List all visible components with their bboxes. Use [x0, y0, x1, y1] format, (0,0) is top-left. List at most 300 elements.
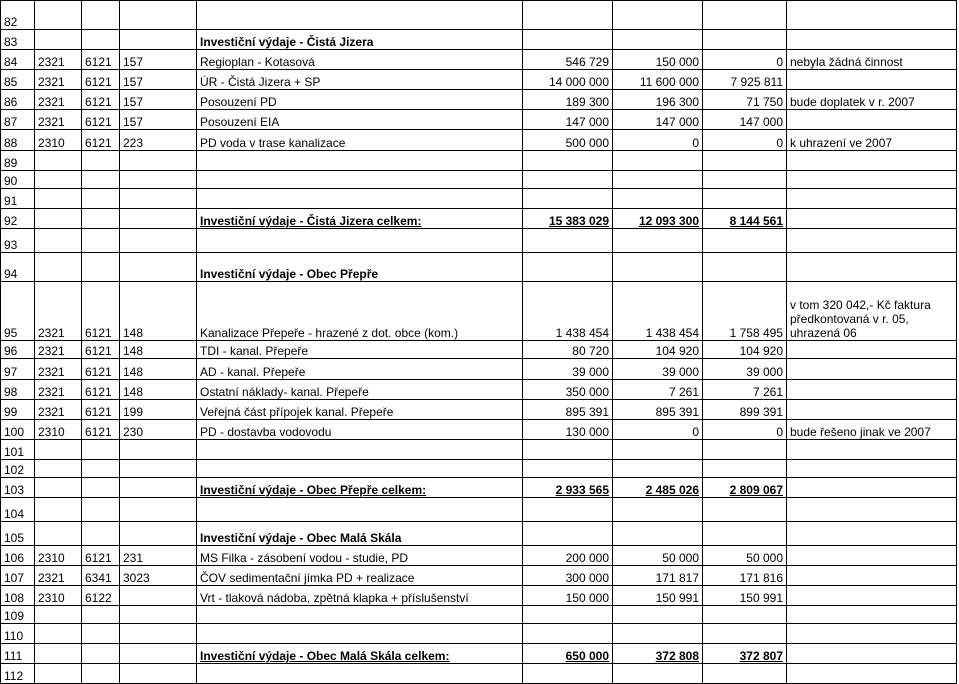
cell-rozpocet: 895 391 — [523, 400, 613, 420]
cell-polozka — [82, 229, 120, 253]
cell-polozka: 6121 — [82, 359, 120, 380]
cell-org — [120, 1, 197, 30]
row-number: 83 — [1, 30, 35, 50]
cell-popis: AD - kanal. Přepeře — [197, 359, 523, 380]
cell-rozpocet: 300 000 — [523, 566, 613, 586]
cell-paragraf — [35, 644, 82, 664]
cell-upraveny — [613, 606, 703, 624]
table-row — [1, 498, 957, 522]
cell-org: 148 — [120, 380, 197, 400]
cell-popis: PD - dostavba vodovodu — [197, 420, 523, 440]
table-row — [1, 30, 957, 50]
cell-polozka: 6121 — [82, 380, 120, 400]
cell-org — [120, 30, 197, 50]
cell-skutecnost — [703, 522, 787, 546]
cell-upraveny — [613, 253, 703, 282]
cell-poznamka: nebyla žádná činnost — [787, 50, 957, 70]
cell-poznamka — [787, 400, 957, 420]
cell-paragraf: 2321 — [35, 70, 82, 90]
cell-upraveny: 196 300 — [613, 90, 703, 110]
table-row — [1, 70, 957, 90]
cell-paragraf — [35, 151, 82, 171]
row-number: 112 — [1, 664, 35, 684]
cell-rozpocet: 39 000 — [523, 359, 613, 380]
cell-polozka — [82, 189, 120, 209]
cell-org: 3023 — [120, 566, 197, 586]
cell-polozka — [82, 522, 120, 546]
table-row — [1, 606, 957, 624]
cell-org: 157 — [120, 90, 197, 110]
cell-rozpocet — [523, 440, 613, 460]
cell-org: 231 — [120, 546, 197, 566]
cell-upraveny: 150 991 — [613, 586, 703, 606]
cell-polozka: 6121 — [82, 400, 120, 420]
table-row — [1, 400, 957, 420]
cell-upraveny — [613, 151, 703, 171]
cell-skutecnost: 7 261 — [703, 380, 787, 400]
cell-paragraf — [35, 498, 82, 522]
cell-polozka — [82, 498, 120, 522]
table-row — [1, 171, 957, 189]
cell-poznamka — [787, 522, 957, 546]
cell-org — [120, 253, 197, 282]
cell-skutecnost: 104 920 — [703, 341, 787, 359]
cell-paragraf: 2321 — [35, 400, 82, 420]
row-number: 96 — [1, 341, 35, 359]
cell-rozpocet: 130 000 — [523, 420, 613, 440]
cell-org — [120, 151, 197, 171]
row-number: 90 — [1, 171, 35, 189]
cell-skutecnost: 372 807 — [703, 644, 787, 664]
table-row — [1, 586, 957, 606]
row-number: 94 — [1, 253, 35, 282]
cell-rozpocet: 2 933 565 — [523, 478, 613, 498]
cell-upraveny: 39 000 — [613, 359, 703, 380]
table-row — [1, 110, 957, 130]
cell-rozpocet: 650 000 — [523, 644, 613, 664]
cell-popis — [197, 440, 523, 460]
cell-polozka: 6122 — [82, 586, 120, 606]
cell-rozpocet: 546 729 — [523, 50, 613, 70]
cell-poznamka — [787, 341, 957, 359]
cell-upraveny — [613, 624, 703, 644]
cell-poznamka — [787, 189, 957, 209]
cell-upraveny: 150 000 — [613, 50, 703, 70]
cell-org: 148 — [120, 359, 197, 380]
cell-skutecnost: 7 925 811 — [703, 70, 787, 90]
row-number: 110 — [1, 624, 35, 644]
cell-skutecnost — [703, 171, 787, 189]
row-number: 98 — [1, 380, 35, 400]
table-row — [1, 1, 957, 30]
cell-poznamka — [787, 253, 957, 282]
cell-rozpocet: 1 438 454 — [523, 282, 613, 341]
cell-org — [120, 478, 197, 498]
table-row — [1, 130, 957, 151]
cell-poznamka: k uhrazení ve 2007 — [787, 130, 957, 151]
cell-rozpocet — [523, 522, 613, 546]
cell-polozka: 6121 — [82, 110, 120, 130]
row-number: 105 — [1, 522, 35, 546]
cell-org — [120, 586, 197, 606]
table-row — [1, 90, 957, 110]
cell-org — [120, 624, 197, 644]
cell-upraveny: 12 093 300 — [613, 209, 703, 229]
cell-poznamka — [787, 644, 957, 664]
table-row — [1, 253, 957, 282]
cell-polozka — [82, 606, 120, 624]
cell-popis: Investiční výdaje - Čistá Jizera — [197, 30, 523, 50]
cell-skutecnost — [703, 151, 787, 171]
cell-poznamka — [787, 440, 957, 460]
cell-org — [120, 498, 197, 522]
cell-rozpocet: 80 720 — [523, 341, 613, 359]
cell-rozpocet: 189 300 — [523, 90, 613, 110]
cell-poznamka — [787, 30, 957, 50]
cell-paragraf — [35, 624, 82, 644]
cell-skutecnost: 50 000 — [703, 546, 787, 566]
cell-popis — [197, 664, 523, 684]
cell-poznamka — [787, 209, 957, 229]
cell-rozpocet: 150 000 — [523, 586, 613, 606]
cell-paragraf — [35, 229, 82, 253]
cell-popis: Ostatní náklady- kanal. Přepeře — [197, 380, 523, 400]
cell-poznamka — [787, 498, 957, 522]
cell-rozpocet — [523, 664, 613, 684]
cell-upraveny: 11 600 000 — [613, 70, 703, 90]
cell-rozpocet — [523, 253, 613, 282]
cell-paragraf — [35, 209, 82, 229]
cell-org — [120, 229, 197, 253]
cell-paragraf — [35, 478, 82, 498]
cell-polozka — [82, 151, 120, 171]
cell-popis — [197, 151, 523, 171]
cell-popis: Investiční výdaje - Obec Přepře — [197, 253, 523, 282]
cell-skutecnost: 2 809 067 — [703, 478, 787, 498]
cell-popis: TDI - kanal. Přepeře — [197, 341, 523, 359]
cell-org — [120, 606, 197, 624]
spreadsheet-body — [1, 1, 957, 684]
cell-popis: ÚR - Čistá Jizera + SP — [197, 70, 523, 90]
table-row — [1, 644, 957, 664]
table-row — [1, 478, 957, 498]
cell-polozka: 6121 — [82, 282, 120, 341]
table-row — [1, 420, 957, 440]
cell-rozpocet — [523, 151, 613, 171]
cell-paragraf — [35, 253, 82, 282]
cell-org — [120, 644, 197, 664]
cell-poznamka — [787, 586, 957, 606]
cell-poznamka: v tom 320 042,- Kč faktura předkontovaná v r. 05, uhrazená 06 — [787, 282, 957, 341]
cell-poznamka — [787, 229, 957, 253]
row-number: 101 — [1, 440, 35, 460]
cell-rozpocet: 350 000 — [523, 380, 613, 400]
cell-paragraf: 2310 — [35, 586, 82, 606]
table-row — [1, 341, 957, 359]
cell-upraveny — [613, 522, 703, 546]
cell-upraveny: 895 391 — [613, 400, 703, 420]
cell-polozka — [82, 440, 120, 460]
table-row — [1, 664, 957, 684]
row-number: 103 — [1, 478, 35, 498]
cell-poznamka — [787, 70, 957, 90]
cell-paragraf: 2321 — [35, 50, 82, 70]
cell-rozpocet — [523, 1, 613, 30]
cell-upraveny — [613, 30, 703, 50]
cell-polozka — [82, 171, 120, 189]
cell-skutecnost: 0 — [703, 130, 787, 151]
cell-polozka — [82, 209, 120, 229]
cell-polozka: 6121 — [82, 130, 120, 151]
row-number: 97 — [1, 359, 35, 380]
cell-upraveny — [613, 171, 703, 189]
cell-popis — [197, 1, 523, 30]
cell-poznamka — [787, 624, 957, 644]
cell-org — [120, 171, 197, 189]
cell-poznamka — [787, 171, 957, 189]
cell-rozpocet — [523, 498, 613, 522]
table-row — [1, 209, 957, 229]
row-number: 102 — [1, 460, 35, 478]
cell-poznamka: bude doplatek v r. 2007 — [787, 90, 957, 110]
cell-rozpocet — [523, 171, 613, 189]
row-number: 88 — [1, 130, 35, 151]
cell-skutecnost — [703, 30, 787, 50]
cell-polozka — [82, 1, 120, 30]
cell-poznamka — [787, 460, 957, 478]
cell-skutecnost: 71 750 — [703, 90, 787, 110]
cell-org: 157 — [120, 110, 197, 130]
cell-polozka — [82, 30, 120, 50]
cell-popis: Investiční výdaje - Obec Malá Skála celkem: — [197, 644, 523, 664]
cell-popis — [197, 624, 523, 644]
cell-popis: Investiční výdaje - Obec Přepře celkem: — [197, 478, 523, 498]
row-number: 111 — [1, 644, 35, 664]
row-number: 91 — [1, 189, 35, 209]
row-number: 89 — [1, 151, 35, 171]
cell-poznamka: bude řešeno jinak ve 2007 — [787, 420, 957, 440]
cell-rozpocet: 15 383 029 — [523, 209, 613, 229]
cell-skutecnost — [703, 253, 787, 282]
cell-upraveny — [613, 460, 703, 478]
cell-popis: Posouzení PD — [197, 90, 523, 110]
cell-popis: Veřejná část přípojek kanal. Přepeře — [197, 400, 523, 420]
row-number: 106 — [1, 546, 35, 566]
cell-poznamka — [787, 359, 957, 380]
cell-paragraf — [35, 30, 82, 50]
table-row — [1, 566, 957, 586]
cell-paragraf — [35, 460, 82, 478]
cell-upraveny: 104 920 — [613, 341, 703, 359]
cell-org: 148 — [120, 341, 197, 359]
cell-popis: Kanalizace Přepeře - hrazené z dot. obce (kom.) — [197, 282, 523, 341]
cell-popis — [197, 171, 523, 189]
cell-skutecnost: 39 000 — [703, 359, 787, 380]
cell-poznamka — [787, 566, 957, 586]
cell-paragraf: 2310 — [35, 546, 82, 566]
row-number: 107 — [1, 566, 35, 586]
cell-upraveny: 372 808 — [613, 644, 703, 664]
cell-skutecnost: 0 — [703, 420, 787, 440]
cell-popis: PD voda v trase kanalizace — [197, 130, 523, 151]
row-number: 84 — [1, 50, 35, 70]
table-row — [1, 359, 957, 380]
cell-popis — [197, 606, 523, 624]
cell-upraveny — [613, 498, 703, 522]
cell-poznamka — [787, 478, 957, 498]
cell-org: 230 — [120, 420, 197, 440]
cell-paragraf: 2310 — [35, 130, 82, 151]
table-row — [1, 151, 957, 171]
table-row — [1, 546, 957, 566]
cell-popis — [197, 189, 523, 209]
cell-upraveny: 1 438 454 — [613, 282, 703, 341]
cell-paragraf — [35, 171, 82, 189]
cell-paragraf: 2321 — [35, 566, 82, 586]
cell-popis — [197, 498, 523, 522]
row-number: 108 — [1, 586, 35, 606]
cell-org — [120, 440, 197, 460]
row-number: 82 — [1, 1, 35, 30]
row-number: 109 — [1, 606, 35, 624]
cell-paragraf: 2321 — [35, 110, 82, 130]
cell-upraveny — [613, 229, 703, 253]
cell-rozpocet: 500 000 — [523, 130, 613, 151]
cell-paragraf: 2310 — [35, 420, 82, 440]
cell-org: 157 — [120, 70, 197, 90]
cell-upraveny — [613, 1, 703, 30]
cell-skutecnost — [703, 460, 787, 478]
cell-poznamka — [787, 110, 957, 130]
cell-poznamka — [787, 151, 957, 171]
cell-polozka — [82, 478, 120, 498]
cell-paragraf — [35, 189, 82, 209]
cell-skutecnost: 0 — [703, 50, 787, 70]
cell-polozka: 6121 — [82, 70, 120, 90]
cell-polozka — [82, 624, 120, 644]
cell-polozka: 6341 — [82, 566, 120, 586]
cell-polozka: 6121 — [82, 341, 120, 359]
table-row — [1, 380, 957, 400]
cell-rozpocet — [523, 30, 613, 50]
cell-rozpocet: 14 000 000 — [523, 70, 613, 90]
row-number: 86 — [1, 90, 35, 110]
row-number: 87 — [1, 110, 35, 130]
cell-rozpocet — [523, 229, 613, 253]
cell-popis: ČOV sedimentační jímka PD + realizace — [197, 566, 523, 586]
cell-paragraf — [35, 522, 82, 546]
table-row — [1, 229, 957, 253]
cell-popis: Vrt - tlaková nádoba, zpětná klapka + příslušenství — [197, 586, 523, 606]
table-row — [1, 460, 957, 478]
cell-skutecnost — [703, 1, 787, 30]
row-number: 100 — [1, 420, 35, 440]
cell-paragraf: 2321 — [35, 282, 82, 341]
cell-paragraf: 2321 — [35, 380, 82, 400]
cell-org: 199 — [120, 400, 197, 420]
cell-skutecnost — [703, 440, 787, 460]
cell-paragraf — [35, 606, 82, 624]
cell-upraveny: 2 485 026 — [613, 478, 703, 498]
row-number: 95 — [1, 282, 35, 341]
cell-org — [120, 522, 197, 546]
cell-polozka: 6121 — [82, 50, 120, 70]
cell-skutecnost — [703, 606, 787, 624]
cell-polozka — [82, 664, 120, 684]
cell-skutecnost: 171 816 — [703, 566, 787, 586]
row-number: 104 — [1, 498, 35, 522]
cell-org — [120, 460, 197, 478]
cell-poznamka — [787, 664, 957, 684]
cell-rozpocet — [523, 606, 613, 624]
cell-skutecnost: 150 991 — [703, 586, 787, 606]
cell-org: 223 — [120, 130, 197, 151]
cell-popis: Regioplan - Kotasová — [197, 50, 523, 70]
cell-paragraf: 2321 — [35, 359, 82, 380]
cell-rozpocet: 200 000 — [523, 546, 613, 566]
cell-poznamka — [787, 606, 957, 624]
cell-poznamka — [787, 546, 957, 566]
cell-rozpocet — [523, 460, 613, 478]
cell-skutecnost — [703, 498, 787, 522]
row-number: 92 — [1, 209, 35, 229]
cell-popis — [197, 460, 523, 478]
cell-paragraf — [35, 664, 82, 684]
cell-popis: Investiční výdaje - Obec Malá Skála — [197, 522, 523, 546]
cell-rozpocet — [523, 624, 613, 644]
table-row — [1, 624, 957, 644]
cell-paragraf — [35, 1, 82, 30]
table-row — [1, 282, 957, 341]
cell-popis: Investiční výdaje - Čistá Jizera celkem: — [197, 209, 523, 229]
cell-skutecnost — [703, 229, 787, 253]
cell-polozka: 6121 — [82, 546, 120, 566]
row-number: 99 — [1, 400, 35, 420]
table-row — [1, 189, 957, 209]
cell-upraveny — [613, 189, 703, 209]
cell-popis: Posouzení EIA — [197, 110, 523, 130]
cell-org: 157 — [120, 50, 197, 70]
cell-skutecnost: 8 144 561 — [703, 209, 787, 229]
cell-org: 148 — [120, 282, 197, 341]
cell-polozka: 6121 — [82, 90, 120, 110]
cell-paragraf — [35, 440, 82, 460]
table-row — [1, 50, 957, 70]
cell-skutecnost — [703, 624, 787, 644]
cell-org — [120, 209, 197, 229]
cell-skutecnost — [703, 664, 787, 684]
row-number: 93 — [1, 229, 35, 253]
cell-paragraf: 2321 — [35, 90, 82, 110]
cell-polozka: 6121 — [82, 420, 120, 440]
cell-polozka — [82, 253, 120, 282]
cell-popis — [197, 229, 523, 253]
cell-rozpocet: 147 000 — [523, 110, 613, 130]
cell-upraveny: 0 — [613, 130, 703, 151]
cell-upraveny — [613, 664, 703, 684]
table-row — [1, 522, 957, 546]
cell-upraveny: 0 — [613, 420, 703, 440]
cell-skutecnost — [703, 189, 787, 209]
cell-poznamka — [787, 380, 957, 400]
cell-upraveny: 171 817 — [613, 566, 703, 586]
cell-polozka — [82, 644, 120, 664]
cell-poznamka — [787, 1, 957, 30]
cell-upraveny: 7 261 — [613, 380, 703, 400]
cell-polozka — [82, 460, 120, 478]
row-number: 85 — [1, 70, 35, 90]
cell-upraveny — [613, 440, 703, 460]
